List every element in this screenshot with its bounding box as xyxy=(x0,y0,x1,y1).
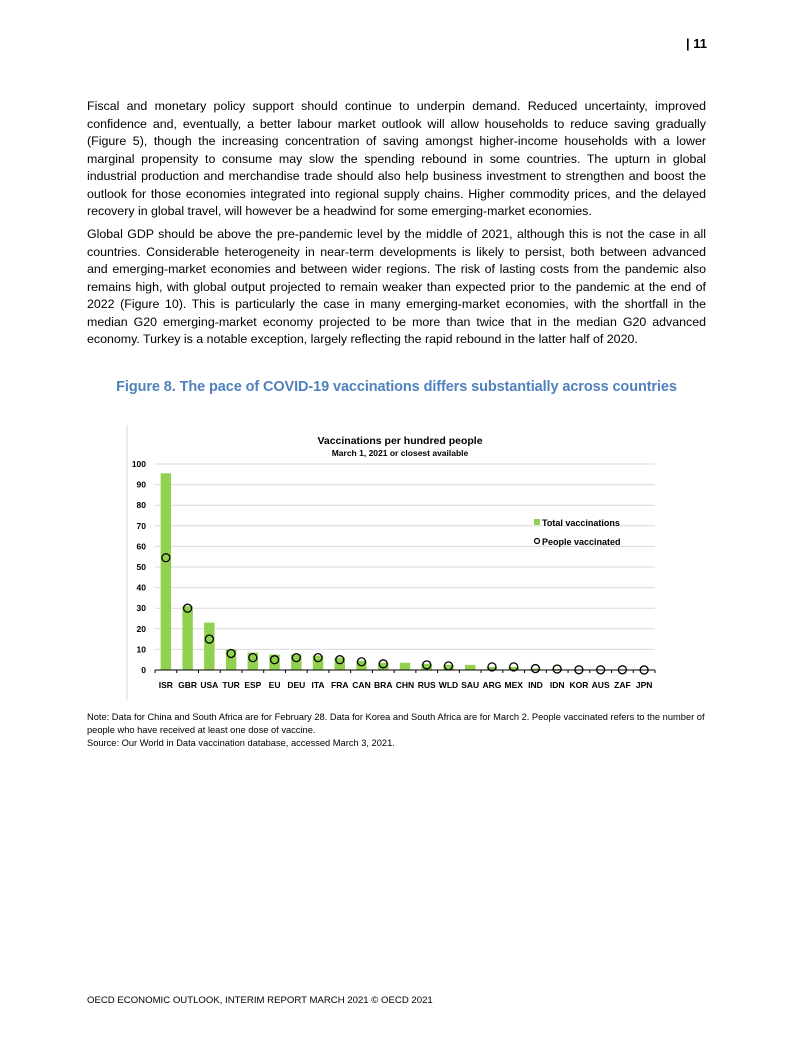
body-paragraph-1: Fiscal and monetary policy support should continue to underpin demand. Reduced uncertainty, improved confidence and, eventually, a better labour market outlook will allow households to reduce saving gradually (Figure 5), though the increasing concentration of saving amongst higher-income households with a lower marginal propensity to consume may slow the spending rebound in some countries. The upturn in global industrial production and merchandise trade should also help business investment to strengthen and boost the outlook for those economies integrated into regional supply chains. Higher commodity prices, and the delayed recovery in global travel, will however be a headwind for some emerging-market economies. xyxy=(87,99,706,218)
y-tick-label: 30 xyxy=(136,603,146,614)
legend-swatch-total-vaccinations xyxy=(534,519,540,525)
bar-total-vaccinations xyxy=(204,623,214,670)
legend-label-people-vaccinated: People vaccinated xyxy=(542,537,621,547)
x-tick-label: IDN xyxy=(549,680,565,690)
legend-label-total-vaccinations: Total vaccinations xyxy=(542,518,620,528)
x-tick-label: JPN xyxy=(635,680,653,690)
x-tick-label: IND xyxy=(528,680,543,690)
x-tick-label: CHN xyxy=(395,680,415,690)
y-tick-label: 50 xyxy=(136,562,146,572)
x-tick-label: EU xyxy=(268,680,281,690)
y-tick-label: 60 xyxy=(136,541,146,552)
y-tick-label: 40 xyxy=(136,582,146,593)
x-tick-label: ARG xyxy=(482,680,502,690)
x-tick-label: USA xyxy=(200,680,219,690)
chart-title: Vaccinations per hundred people xyxy=(317,435,483,447)
bar-total-vaccinations xyxy=(465,665,475,670)
page-number: | 11 xyxy=(686,36,707,51)
x-tick-label: RUS xyxy=(417,680,436,690)
x-tick-label: BRA xyxy=(374,680,393,690)
figure-source: Source: Our World in Data vaccination database, accessed March 3, 2021. xyxy=(87,738,395,749)
legend-marker-people-vaccinated xyxy=(535,539,540,544)
x-tick-label: KOR xyxy=(569,680,589,690)
y-tick-label: 20 xyxy=(136,623,146,634)
x-tick-label: TUR xyxy=(222,680,240,690)
y-tick-label: 70 xyxy=(136,520,146,531)
chart-subtitle: March 1, 2021 or closest available xyxy=(331,448,469,458)
x-tick-label: DEU xyxy=(287,680,306,690)
x-tick-label: WLD xyxy=(438,680,459,690)
body-paragraph-2: Global GDP should be above the pre-pandemic level by the middle of 2021, although this is not the case in all countries. Considerable heterogeneity in near-term developments is likely to persist, both between advanced and emerging-market economies and between wider regions. The risk of lasting costs from the pandemic also remains high, with global output projected to remain weaker than expected prior to the pandemic at the end of 2022 (Figure 10). This is particularly the case in many emerging-market economies, with the shortfall in the median G20 emerging-market economy projected to be more than twice that in the median G20 advanced economy. Turkey is a notable exception, largely reflecting the rapid rebound in the latter half of 2020. xyxy=(87,227,706,346)
figure-note: Note: Data for China and South Africa are for February 28. Data for Korea and South Africa are for March 2. People vaccinated refers to the number of people who have received at least one dose of vaccine. xyxy=(87,712,705,736)
y-tick-label: 0 xyxy=(141,665,146,675)
y-tick-label: 90 xyxy=(136,479,146,490)
x-tick-label: SAU xyxy=(461,680,480,690)
figure-notes xyxy=(87,711,717,751)
x-tick-label: AUS xyxy=(591,680,610,690)
bar-total-vaccinations xyxy=(400,663,410,670)
x-tick-label: ZAF xyxy=(614,680,631,690)
x-tick-label: ESP xyxy=(244,680,262,690)
x-tick-label: CAN xyxy=(352,680,371,690)
bar-total-vaccinations xyxy=(182,606,192,670)
x-tick-label: ITA xyxy=(311,680,325,690)
page-footer: OECD ECONOMIC OUTLOOK, INTERIM REPORT MARCH 2021 © OECD 2021 xyxy=(87,995,433,1006)
x-tick-label: MEX xyxy=(504,680,523,690)
y-tick-label: 10 xyxy=(136,644,146,655)
y-tick-label: 100 xyxy=(131,459,146,469)
x-tick-label: GBR xyxy=(178,680,198,690)
y-tick-label: 80 xyxy=(136,500,146,511)
figure-title: Figure 8. The pace of COVID-19 vaccinations differs substantially across countries xyxy=(116,379,677,395)
x-tick-label: ISR xyxy=(158,680,173,690)
bar-total-vaccinations xyxy=(161,473,171,670)
x-tick-label: FRA xyxy=(331,680,349,690)
